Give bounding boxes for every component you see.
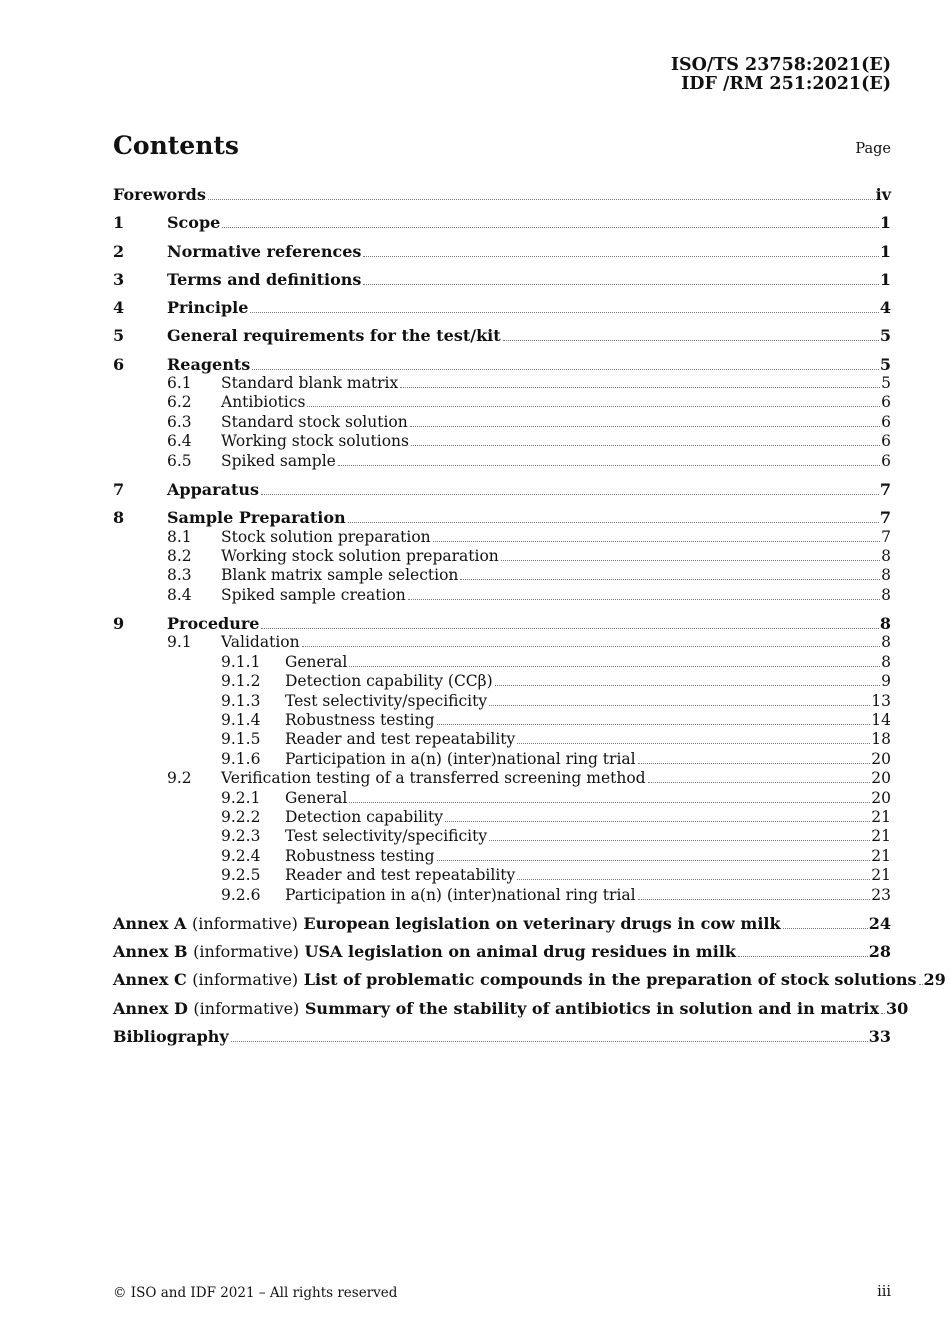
toc-entry-title: Blank matrix sample selection [221,566,459,585]
toc-entry-page: 6 [881,393,891,412]
toc-entry-page: 7 [881,527,891,546]
toc-entry[interactable] [113,393,891,412]
toc-entry-number: 9.1.3 [221,691,261,710]
toc-entry-title: Working stock solution preparation [221,546,499,565]
toc-entry-page: 1 [879,213,891,233]
annex-informative-tag: (informative) [191,913,298,933]
toc-entry-title: Standard blank matrix [221,374,399,393]
toc-entry[interactable] [113,653,891,672]
toc-entry-title: European legislation on veterinary drugs in cow milk [303,913,781,933]
toc-entry-page: 20 [871,769,891,788]
dot-leader [738,955,868,957]
toc-entry-page: 4 [879,298,891,318]
dot-leader [517,742,870,744]
toc-entry-title: Terms and definitions [167,269,362,289]
dot-leader [410,425,880,427]
toc-entry-page: 14 [871,711,891,729]
toc-entry-title: Spiked sample creation [221,585,406,604]
toc-entry-page: 30 [886,998,909,1018]
toc-entry[interactable] [113,847,891,866]
dot-leader [503,339,879,341]
dot-leader [783,927,868,929]
toc-entry-number: 7 [113,479,125,499]
toc-entry-page: 33 [868,1026,891,1046]
toc-entry-number: 8.3 [167,566,192,585]
toc-entry-title: Scope [167,213,221,233]
toc-entry-page: 7 [879,508,891,528]
toc-entry-number: 9.2.6 [221,885,261,904]
toc-entry-number: 9.2.4 [221,846,261,865]
toc-entry-title: Principle [167,298,249,318]
dot-leader [261,627,878,629]
annex-letter: Annex C [113,970,187,990]
dot-leader [638,762,871,764]
toc-entry-page: 8 [881,652,891,671]
dot-leader [349,665,880,667]
dot-leader [460,578,880,580]
toc-entry-number: 2 [113,241,125,261]
page-title: Contents [113,131,240,160]
toc-entry-number: 6.1 [167,374,192,393]
toc-entry-number: 9.1 [167,633,192,652]
toc-entry-number: 9.1.1 [221,652,261,671]
toc-entry[interactable] [113,374,891,393]
toc-entry-number: 4 [113,298,125,318]
dot-leader [411,444,880,446]
dot-leader [489,839,870,841]
toc-entry-page: 21 [871,866,891,885]
toc-entry-title: Procedure [167,614,260,634]
annex-informative-tag: (informative) [192,970,299,990]
dot-leader [208,198,875,200]
toc-entry-title: Verification testing of a transferred screening method [221,769,646,788]
toc-annex-entry[interactable] [113,998,909,1018]
document-id: ISO/TS 23758:2021(E) [670,55,891,75]
toc-entry-number: 6 [113,354,125,374]
toc-entry-title: Spiked sample [221,451,336,470]
toc-entry-page: 6 [881,432,891,451]
toc-entry[interactable] [113,866,891,885]
toc-annex-entry[interactable] [113,914,891,933]
annex-letter: Annex D [113,998,188,1018]
toc-entry[interactable] [113,808,891,827]
annex-letter: Annex A [113,913,187,933]
toc-entry-number: 8.2 [167,546,192,565]
toc-entry-page: 18 [871,730,891,749]
toc-entry-page: 5 [879,326,891,346]
toc-entry-title: Robustness testing [285,846,435,865]
toc-entry-page: 1 [879,241,891,261]
annex-informative-tag: (informative) [193,942,299,962]
toc-entry-number: 5 [113,326,125,346]
dot-leader [648,781,871,783]
dot-leader [348,521,879,523]
toc-entry-page: 8 [881,546,891,565]
toc-entry-title: General [285,788,348,807]
toc-entry-page: 5 [879,354,891,374]
dot-leader [919,983,923,985]
toc-entry-page: 20 [871,788,891,807]
toc-entry-title: General requirements for the test/kit [167,326,501,346]
toc-entry[interactable] [113,566,891,585]
dot-leader [349,801,870,803]
toc-entry[interactable] [113,711,891,730]
dot-leader [437,859,871,861]
toc-entry[interactable] [113,213,891,232]
toc-entry[interactable] [113,672,891,691]
toc-entry-title: Reagents [167,354,251,374]
dot-leader [881,1012,885,1014]
toc-entry[interactable] [113,633,891,652]
toc-entry-title: Detection capability (CCβ) [285,672,493,691]
toc-entry-title: Reader and test repeatability [285,866,516,885]
toc-entry-page: 21 [871,827,891,846]
toc-entry[interactable] [113,413,891,432]
dot-leader [307,405,880,407]
toc-entry[interactable] [113,326,891,345]
toc-entry-page: 24 [868,913,891,933]
toc-entry-number: 9.1.4 [221,711,261,729]
toc-entry-number: 1 [113,213,125,233]
toc-entry[interactable] [113,769,891,788]
toc-entry-number: 9 [113,614,125,634]
toc-entry-page: 13 [871,691,891,710]
toc-entry-number: 9.1.2 [221,672,261,691]
toc-entry-title: Sample Preparation [167,508,346,528]
dot-leader [222,226,879,228]
toc-entry-page: 20 [871,749,891,768]
toc-entry-page: 6 [881,412,891,431]
toc-entry-title: Standard stock solution [221,412,408,431]
toc-entry-title: Summary of the stability of antibiotics in solution and in matrix [304,998,880,1018]
toc-entry-number: 9.2.1 [221,788,261,807]
toc-entry-title: Participation in a(n) (inter)national ring trial [285,749,636,768]
toc-entry[interactable] [113,298,891,317]
annex-informative-tag: (informative) [193,998,300,1018]
toc-entry-title: List of problematic compounds in the preparation of stock solutions [303,970,917,990]
dot-leader [302,645,881,647]
toc-entry-number: 9.2.3 [221,827,261,846]
toc-entry-page: 8 [881,633,891,652]
toc-entry-title: USA legislation on animal drug residues in milk [304,942,736,962]
toc-entry[interactable] [113,886,891,905]
toc-entry-page: 7 [879,479,891,499]
toc-entry-page: 9 [881,672,891,691]
dot-leader [489,704,870,706]
dot-leader [363,283,878,285]
dot-leader [338,464,880,466]
toc-entry-page: 21 [871,807,891,826]
document-id-idf: IDF /RM 251:2021(E) [681,74,891,94]
dot-leader [252,368,879,370]
toc-entry-title: Apparatus [167,479,259,499]
table-of-contents [113,185,946,1046]
dot-leader [408,598,880,600]
toc-entry-page: 8 [881,585,891,604]
toc-entry-number: 6.3 [167,412,192,431]
dot-leader [250,311,878,313]
toc-entry-number: 6.4 [167,432,192,451]
annex-letter: Annex B [113,942,188,962]
toc-entry-page: 29 [923,970,946,990]
toc-entry[interactable] [113,452,891,471]
page-number: iii [877,1284,891,1300]
toc-entry-title: Forewords [113,185,206,204]
toc-entry-title: Normative references [167,241,362,261]
dot-leader [231,1040,868,1042]
toc-entry-number: 8.1 [167,527,192,546]
toc-entry-page: 6 [881,451,891,470]
dot-leader [400,386,880,388]
toc-entry-number: 6.2 [167,393,192,412]
dot-leader [363,255,878,257]
dot-leader [495,684,880,686]
toc-entry[interactable] [113,692,891,711]
toc-entry-page: 28 [868,942,891,962]
toc-entry[interactable] [113,242,891,261]
toc-entry-number: 8 [113,508,125,528]
toc-entry[interactable] [113,614,891,633]
toc-entry-title: Test selectivity/specificity [285,827,488,846]
dot-leader [433,540,880,542]
toc-entry-title: Antibiotics [221,393,306,412]
toc-entry[interactable] [113,508,891,527]
toc-entry-title: Working stock solutions [221,432,409,451]
toc-entry-title: Bibliography [113,1026,229,1046]
toc-entry-number: 8.4 [167,585,192,604]
toc-entry-number: 9.2 [167,769,192,788]
toc-entry-number: 3 [113,269,125,289]
toc-entry-title: Validation [221,633,300,652]
toc-entry-title: Stock solution preparation [221,527,431,546]
toc-entry-number: 9.1.6 [221,749,261,768]
toc-entry[interactable] [113,750,891,769]
toc-entry-page: 21 [871,846,891,865]
toc-entry[interactable] [113,480,891,499]
toc-entry[interactable] [113,586,891,605]
toc-entry-title: Participation in a(n) (inter)national ring trial [285,885,636,904]
toc-entry-number: 9.2.2 [221,807,261,826]
toc-entry-page: 23 [871,885,891,904]
toc-entry[interactable] [113,827,891,846]
dot-leader [437,723,871,725]
toc-entry-title: Test selectivity/specificity [285,691,488,710]
copyright-notice: © ISO and IDF 2021 – All rights reserved [113,1285,398,1301]
dot-leader [517,878,870,880]
toc-annex-entry[interactable] [113,970,946,990]
toc-entry[interactable] [113,789,891,808]
page-column-label: Page [855,141,891,157]
toc-entry[interactable] [113,432,891,451]
toc-entry-title: Reader and test repeatability [285,730,516,749]
toc-entry-title: Robustness testing [285,711,435,729]
toc-entry[interactable] [113,270,891,289]
toc-entry[interactable] [113,1027,891,1046]
toc-entry[interactable] [113,528,891,547]
toc-entry-page: iv [875,185,891,204]
toc-entry-number: 9.1.5 [221,730,261,749]
toc-entry[interactable] [113,547,891,566]
dot-leader [261,493,879,495]
toc-entry-page: 5 [881,374,891,393]
toc-entry-page: 8 [879,614,891,634]
toc-annex-entry[interactable] [113,942,891,961]
toc-entry[interactable] [113,185,891,204]
toc-entry-number: 6.5 [167,451,192,470]
dot-leader [638,898,871,900]
document-header [671,56,891,94]
toc-entry-title: Detection capability [285,807,443,826]
dot-leader [501,559,880,561]
toc-entry[interactable] [113,730,891,749]
dot-leader [445,820,870,822]
toc-entry-title: General [285,652,348,671]
toc-entry[interactable] [113,355,891,374]
toc-entry-page: 8 [881,566,891,585]
toc-entry-number: 9.2.5 [221,866,261,885]
toc-entry-page: 1 [879,269,891,289]
